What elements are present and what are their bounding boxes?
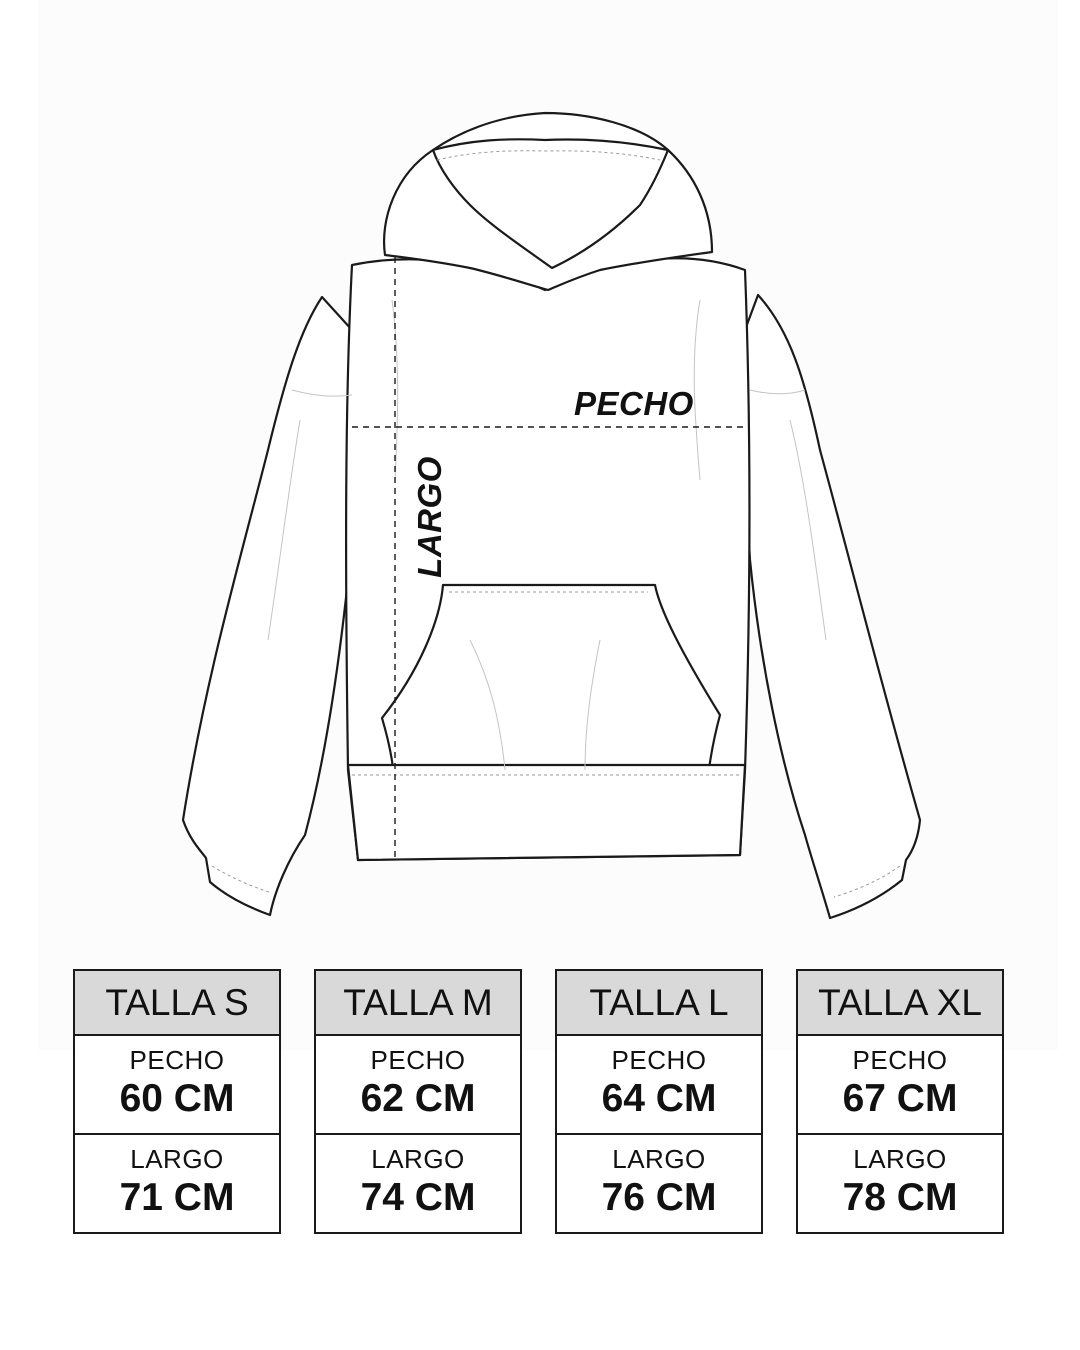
length-row-label: LARGO: [612, 1144, 706, 1174]
chest-row-label: PECHO: [129, 1045, 225, 1075]
length-row: [557, 1135, 761, 1234]
left-sleeve: [183, 297, 352, 915]
size-card-s: [73, 969, 281, 1234]
length-row: [316, 1135, 520, 1234]
chest-row-label: PECHO: [852, 1045, 948, 1075]
length-row-label: LARGO: [853, 1144, 947, 1174]
size-card-m: [314, 969, 522, 1234]
size-title: TALLA S: [75, 971, 279, 1036]
length-row-label: LARGO: [371, 1144, 465, 1174]
size-card-l: [555, 969, 763, 1234]
size-title: TALLA XL: [798, 971, 1002, 1036]
size-card-xl: [796, 969, 1004, 1234]
length-label: LARGO: [410, 456, 448, 578]
waistband: [348, 765, 745, 860]
chest-row-value: 62 CM: [360, 1077, 476, 1120]
chest-row: [557, 1036, 761, 1135]
length-row-value: 74 CM: [360, 1176, 476, 1219]
length-row: [798, 1135, 1002, 1234]
length-row-value: 71 CM: [119, 1176, 235, 1219]
size-title: TALLA M: [316, 971, 520, 1036]
length-row-value: 78 CM: [842, 1176, 958, 1219]
length-row: [75, 1135, 279, 1234]
chest-row-value: 64 CM: [601, 1077, 717, 1120]
right-sleeve: [745, 295, 920, 918]
chest-row: [798, 1036, 1002, 1135]
chest-row-value: 67 CM: [842, 1077, 958, 1120]
chest-row: [316, 1036, 520, 1135]
length-row-label: LARGO: [130, 1144, 224, 1174]
chest-row-label: PECHO: [611, 1045, 707, 1075]
length-row-value: 76 CM: [601, 1176, 717, 1219]
chest-row-label: PECHO: [370, 1045, 466, 1075]
chest-row: [75, 1036, 279, 1135]
chest-row-value: 60 CM: [119, 1077, 235, 1120]
chest-label: PECHO: [574, 385, 694, 422]
size-title: TALLA L: [557, 971, 761, 1036]
